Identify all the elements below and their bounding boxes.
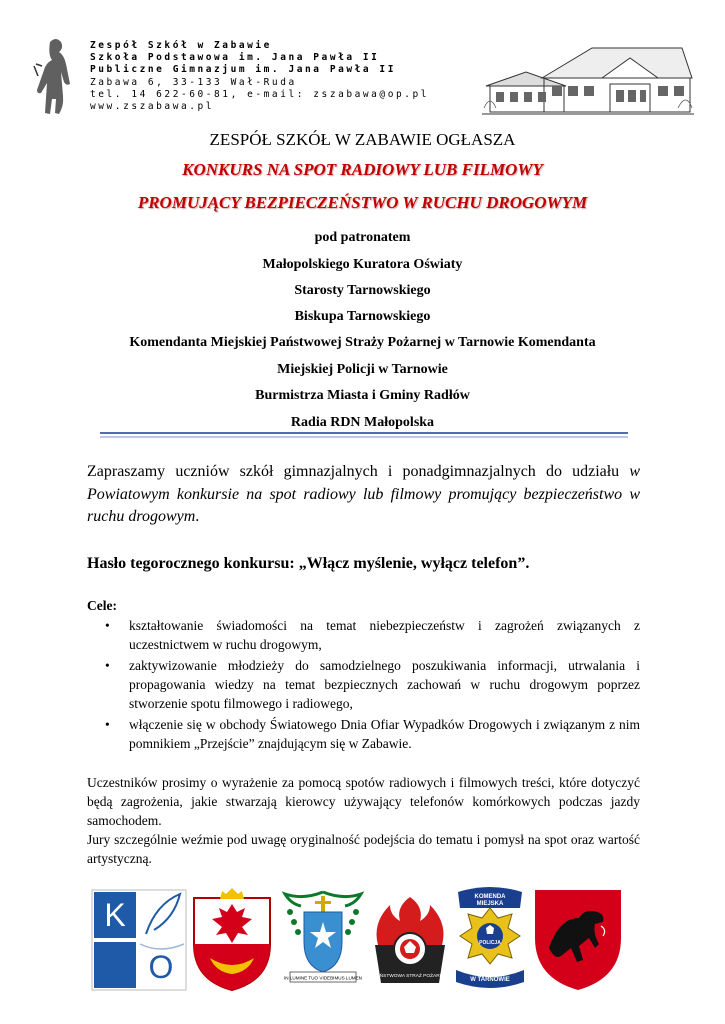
jury-paragraph: Jury szczególnie weźmie pod uwagę oryginalność podejścia do tematu i pomysł na spot oraz wartość artystyczną. bbox=[87, 832, 640, 866]
bishop-motto: IN LUMINE TUO VIDEBIMUS LUMEN bbox=[283, 975, 363, 981]
patron-bishop: Biskupa Tarnowskiego bbox=[294, 309, 431, 324]
header-primary-school: Szkoła Podstawowa im. Jana Pawła II bbox=[90, 52, 380, 64]
section-divider bbox=[100, 430, 628, 440]
saint-figure-logo bbox=[28, 36, 78, 120]
goal-text: włączenie się w obchody Światowego Dnia Ofiar Wypadków Drogowych i związanym z nim pomnikiem „Przejście” znajdującym się w Zabawie. bbox=[129, 717, 640, 751]
patron-mayor: Burmistrza Miasta i Gminy Radłów bbox=[255, 388, 470, 403]
contest-slogan: Hasło tegorocznego konkursu: „Włącz myślenie, wyłącz telefon”. bbox=[87, 555, 530, 572]
police-text-tarnow: W TARNOWIE bbox=[470, 977, 510, 983]
bishop-coat-of-arms bbox=[280, 888, 366, 992]
bullet: • bbox=[105, 717, 110, 732]
participants-paragraph: Uczestników prosimy o wyrażenie za pomocą spotów radiowych i filmowych treści, które dotyczyć będą zagrożenia, jakie stwarzają kierowcy używający telefonów komórkowych podczas jazdy samochodem. bbox=[87, 775, 640, 828]
contest-title-line-2: PROMUJĄCY BEZPIECZEŃSTWO W RUCHU DROGOWYM bbox=[137, 193, 588, 212]
list-item bbox=[87, 715, 640, 753]
police-text-policja: POLICJA bbox=[479, 940, 501, 946]
goal-text: zaktywizowanie młodzieży do samodzielnego poszukiwania informacji, utrwalania i propagowania wiedzy na temat bezpiecznych zachowań w ruchu drogowym poprzez stworzenie spotu filmowego i radiowego, bbox=[129, 658, 640, 711]
bullet: • bbox=[105, 618, 110, 633]
bullet: • bbox=[105, 658, 110, 673]
patron-kurator: Małopolskiego Kuratora Oświaty bbox=[262, 257, 463, 272]
intro-contest-name: w Powiatowym konkursie na spot radiowy lub filmowy promujący bezpieczeństwo w ruchu drogowym bbox=[87, 463, 641, 525]
announcement-heading: ZESPÓŁ SZKÓŁ W ZABAWIE OGŁASZA bbox=[209, 130, 516, 149]
police-text-komenda: KOMENDA bbox=[474, 894, 506, 900]
ko-letter-o: O bbox=[148, 949, 174, 985]
patron-fire-police-line: Komendanta Miejskiej Państwowej Straży Pożarnej w Tarnowie Komendanta bbox=[129, 335, 596, 350]
list-item bbox=[87, 656, 640, 713]
fire-brigade-text: PAŃSTWOWA STRAŻ POŻARNA bbox=[373, 974, 447, 979]
ko-letter-k: K bbox=[104, 897, 126, 933]
tarnow-county-coat-of-arms bbox=[531, 886, 625, 992]
header-website: www.zszabawa.pl bbox=[90, 101, 215, 113]
goal-text: kształtowanie świadomości na temat niebezpieczeństw i zagrożeń związanych z uczestnictwem w ruchu drogowym, bbox=[129, 618, 640, 652]
header-gymnasium: Publiczne Gimnazjum im. Jana Pawła II bbox=[90, 64, 396, 76]
header-contact: tel. 14 622-60-81, e-mail: zszabawa@op.pl bbox=[90, 88, 430, 100]
goals-list bbox=[87, 616, 640, 755]
malopolska-coat-of-arms bbox=[188, 888, 276, 992]
kuratorium-logo bbox=[90, 888, 188, 992]
police-text-miejska: MIEJSKA bbox=[476, 901, 504, 907]
intro-paragraph bbox=[87, 461, 640, 529]
school-building-drawing bbox=[482, 38, 694, 122]
goals-label: Cele: bbox=[87, 598, 117, 613]
intro-text: Zapraszamy uczniów szkół gimnazjalnych i ponadgimnazjalnych do udziału bbox=[87, 463, 620, 480]
patron-radio: Radia RDN Małopolska bbox=[290, 415, 435, 430]
contest-title-line-1: KONKURS NA SPOT RADIOWY LUB FILMOWY bbox=[182, 160, 543, 179]
patron-starosta: Starosty Tarnowskiego bbox=[294, 283, 431, 298]
header-address: Zabawa 6, 33-133 Wał-Ruda bbox=[90, 76, 297, 88]
fire-brigade-emblem bbox=[369, 893, 451, 991]
patronage-intro: pod patronatem bbox=[314, 230, 411, 245]
header-school-name: Zespół Szkół w Zabawie bbox=[90, 40, 272, 51]
list-item bbox=[87, 616, 640, 654]
police-badge bbox=[452, 884, 528, 992]
intro-period: . bbox=[195, 508, 200, 525]
school-header bbox=[90, 40, 429, 113]
patron-police: Miejskiej Policji w Tarnowie bbox=[277, 362, 448, 377]
